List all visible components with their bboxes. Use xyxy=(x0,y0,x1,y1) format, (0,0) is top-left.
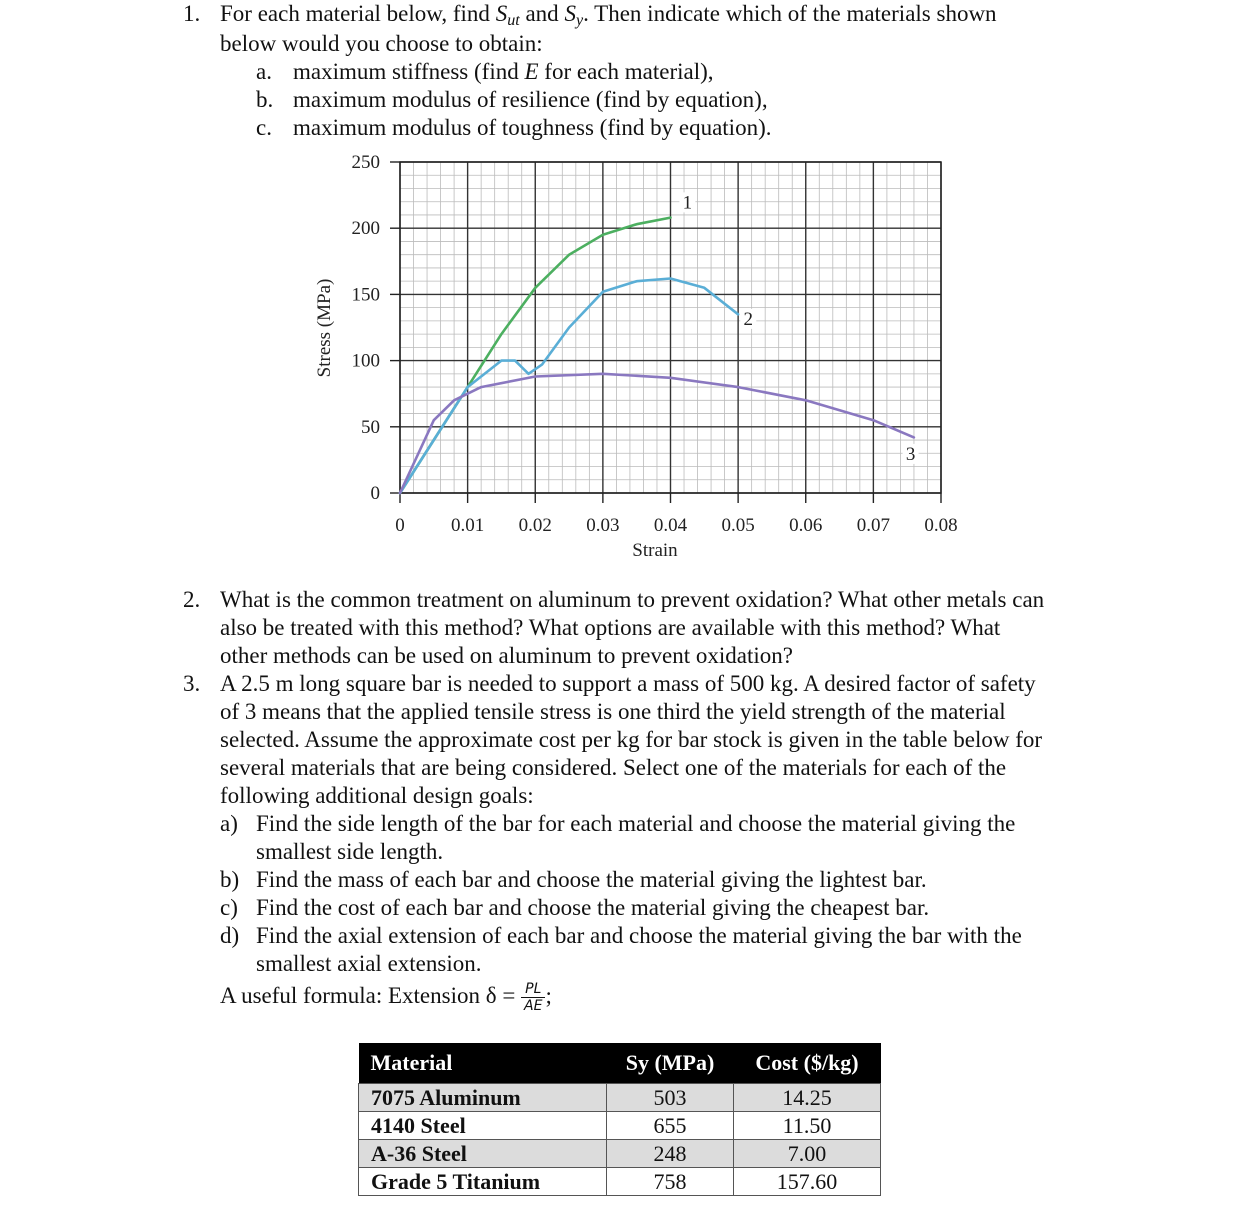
formula-fraction: $\frac{PL}{AE}$ xyxy=(521,981,545,1014)
table-row: A-36 Steel 248 7.00 xyxy=(359,1140,881,1168)
materials-table xyxy=(358,1043,881,1196)
q3-item-a-cont: smallest side length. xyxy=(256,839,444,864)
col-material: Material xyxy=(359,1043,607,1084)
q1-text-b: . Then indicate which of the materials shown xyxy=(583,1,997,26)
annotation-label: 1 xyxy=(682,192,693,214)
q3-line-4: several materials that are being considered. Select one of the materials for each of the xyxy=(220,755,1007,780)
col-cost: Cost ($/kg) xyxy=(734,1043,881,1084)
q1-item-c: c. maximum modulus of toughness (find by equation). xyxy=(256,115,772,140)
q1-text-a: For each material below, find xyxy=(220,1,490,26)
x-tick-label: 0.06 xyxy=(789,515,823,536)
sy-symbol: $S_y$ xyxy=(564,1,584,29)
q2-line-3: other methods can be used on aluminum to prevent oxidation? xyxy=(220,643,793,668)
table-row: 4140 Steel 655 11.50 xyxy=(359,1112,881,1140)
x-tick-label: 0.03 xyxy=(586,515,620,536)
q2-line-1: 2. What is the common treatment on aluminum to prevent oxidation? What other metals can xyxy=(183,587,1045,612)
q1-and: and xyxy=(525,1,559,26)
y-axis-label: Stress (MPa) xyxy=(314,278,335,378)
extension-formula: A useful formula: Extension δ = $\frac{PL}{AE}$ ; xyxy=(220,981,552,1015)
col-sy: Sy (MPa) xyxy=(607,1043,734,1084)
q3-item-b: b) Find the mass of each bar and choose the material giving the lightest bar. xyxy=(220,867,927,892)
q1-line-2: below would you choose to obtain: xyxy=(220,31,543,56)
series-line-2 xyxy=(400,279,738,494)
q3-line-2: of 3 means that the applied tensile stress is one third the yield strength of the material xyxy=(220,699,1006,724)
q1-item-a: a. maximum stiffness (find E for each material), xyxy=(256,59,714,84)
sut-symbol: $S_{ut}$ xyxy=(495,1,520,29)
y-tick-label: 200 xyxy=(351,218,380,240)
table-row: Grade 5 Titanium 758 157.60 xyxy=(359,1168,881,1196)
x-tick-label: 0 xyxy=(395,515,405,536)
x-tick-label: 0.02 xyxy=(518,515,552,536)
x-axis-label: Strain xyxy=(632,540,678,561)
q3-item-d-cont: smallest axial extension. xyxy=(256,951,482,976)
x-tick-labels xyxy=(395,515,957,536)
q3-line-1: 3. A 2.5 m long square bar is needed to support a mass of 500 kg. A desired factor of safety xyxy=(183,671,1036,696)
q3-item-a: a) Find the side length of the bar for each material and choose the material giving the xyxy=(220,811,1016,836)
table-row: 7075 Aluminum 503 14.25 xyxy=(359,1084,881,1112)
x-tick-label: 0.07 xyxy=(856,515,890,536)
q3-line-3: selected. Assume the approximate cost per kg for bar stock is given in the table below for xyxy=(220,727,1043,752)
y-tick-label: 50 xyxy=(361,416,380,438)
x-tick-label: 0.04 xyxy=(653,515,688,536)
axis-ticks xyxy=(390,162,941,503)
q1-number: 1. xyxy=(183,1,201,26)
q3-line-5: following additional design goals: xyxy=(220,783,534,808)
annotation-label: 3 xyxy=(905,443,916,465)
y-tick-label: 0 xyxy=(370,483,380,504)
q2-line-2: also be treated with this method? What options are available with this method? What xyxy=(220,615,1001,640)
q1-item-b: b. maximum modulus of resilience (find by equation), xyxy=(256,87,768,112)
annotation-label: 2 xyxy=(743,308,754,330)
y-tick-label: 150 xyxy=(351,284,380,306)
q3-item-c: c) Find the cost of each bar and choose the material giving the cheapest bar. xyxy=(220,895,930,920)
y-tick-label: 250 xyxy=(351,152,380,173)
x-tick-label: 0.08 xyxy=(924,515,958,536)
y-tick-labels xyxy=(352,152,381,504)
stress-strain-chart xyxy=(300,150,980,570)
q3-item-d: d) Find the axial extension of each bar and choose the material giving the bar with the xyxy=(220,923,1022,948)
y-tick-label: 100 xyxy=(351,350,380,372)
x-tick-label: 0.05 xyxy=(721,515,755,536)
x-tick-label: 0.01 xyxy=(451,515,485,536)
